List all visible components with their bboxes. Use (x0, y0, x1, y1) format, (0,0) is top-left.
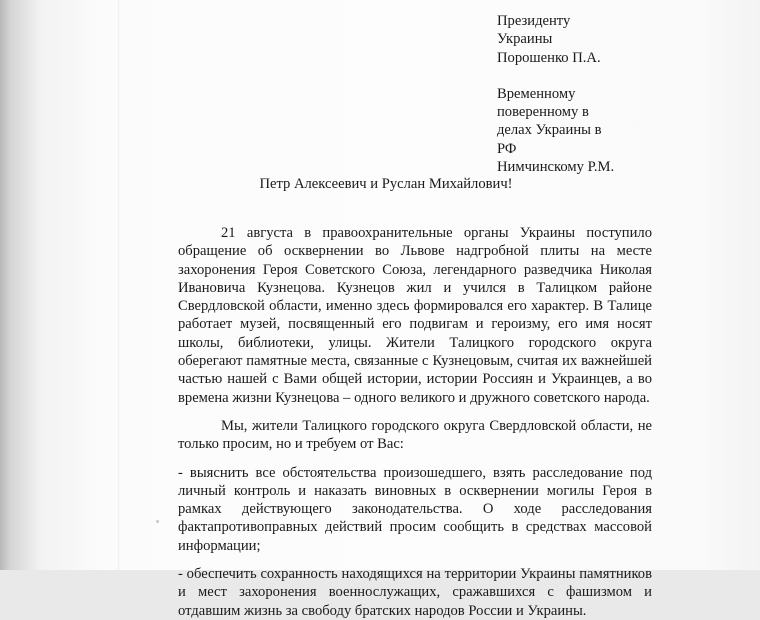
body-paragraph: 21 августа в правоохранительные органы Украины поступило обращение об осквернении во Львове надгробной плиты на месте захоронения Героя Советского Союза, легендарного разведчика Николая Ивановича Кузнецова. Кузнецов жил и учился в Талицком районе Свердловской области, именно здесь формировался его характер. В Талице работает музей, посвященный его подвигам и героизму, его имя носят школы, библиотеки, улицы. Жители Талицкого городского округа оберегают памятные места, связанные с Кузнецовым, считая их важнейшей частью нашей с Вами общей истории, истории Россиян и Украинцев, а во времена жизни Кузнецова – одного великого и дружного советского народа. (178, 225, 652, 406)
addressee-line: Нимчинскому Р.М. (497, 159, 615, 176)
letter-body (178, 224, 652, 620)
addressee-line: делах Украины в (497, 122, 602, 139)
body-paragraph: - обеспечить сохранность находящихся на территории Украины памятников и мест захоронения военнослужащих, сражавшихся с фашизмом и отдавшим жизнь за свободу братских народов России и Украины. (178, 566, 652, 619)
page-shadow (118, 0, 120, 570)
addressee-line: РФ (497, 140, 517, 157)
scan-speck (156, 520, 159, 523)
salutation: Петр Алексеевич и Руслан Михайлович! (259, 176, 513, 192)
addressee-line: Украины (497, 31, 553, 48)
addressee-line: Президенту (497, 13, 571, 29)
body-paragraph: Мы, жители Талицкого городского округа Свердловской области, не только просим, но и требуем от Вас: (178, 417, 652, 453)
body-paragraph: - выяснить все обстоятельства произошедшего, взять расследование под личный контроль и наказать виновных в осквернении могилы Героя в рамках действующего законодательства. О ходе расследования фактапротивоправных действий просим сообщить в средствах массовой информации; (178, 464, 652, 554)
addressee-line: Порошенко П.А. (497, 49, 601, 66)
addressee-block (497, 12, 637, 176)
addressee-line: поверенному в (497, 104, 589, 121)
addressee-line: Временному (497, 85, 576, 102)
